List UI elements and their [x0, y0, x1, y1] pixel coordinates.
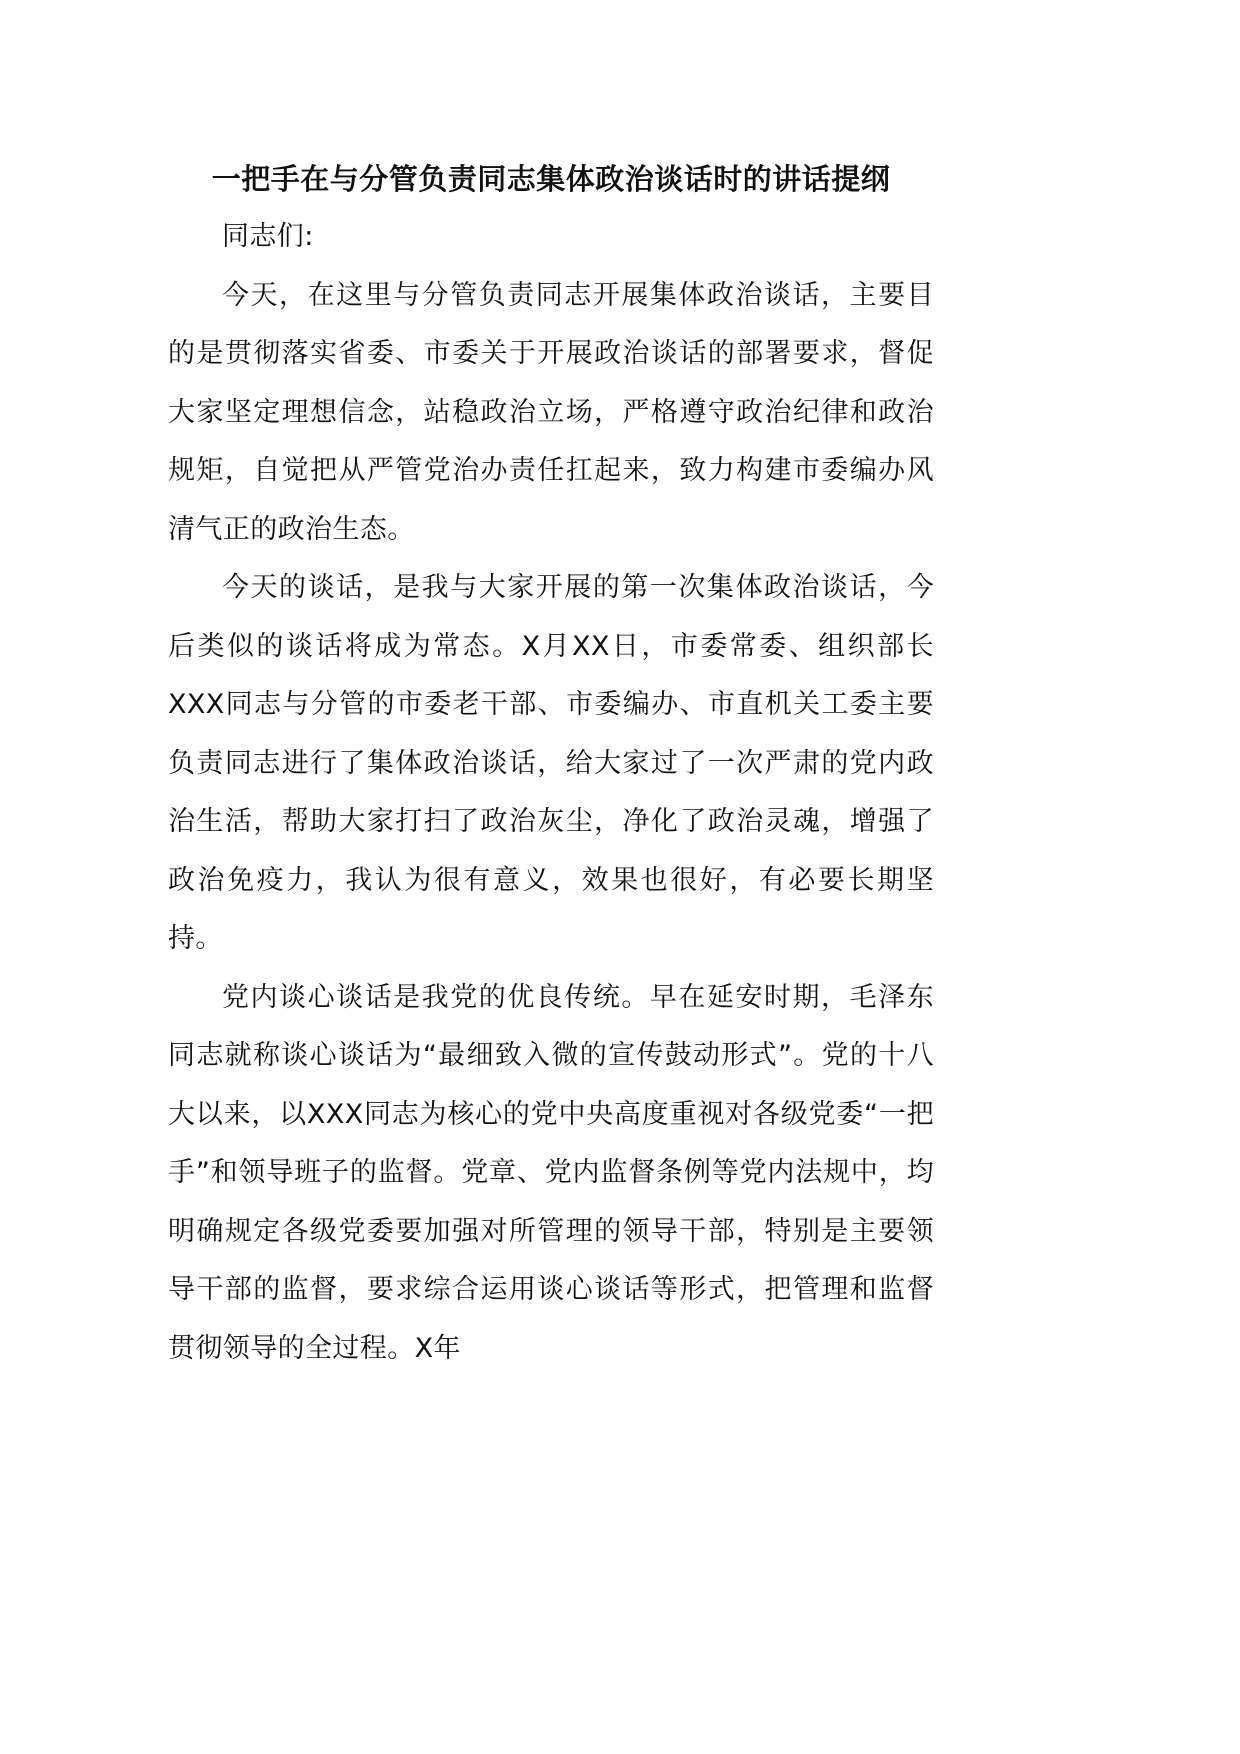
document-body — [168, 150, 934, 1378]
paragraph-3: 党内谈心谈话是我党的优良传统。早在延安时期，毛泽东同志就称谈心谈话为“最细致入微的宣传鼓动形式”。党的十八大以来，以XXX同志为核心的党中央高度重视对各级党委“一把手”和领导班子的监督。党章、党内监督条例等党内法规中，均明确规定各级党委要加强对所管理的领导干部，特别是主要领导干部的监督，要求综合运用谈心谈话等形式，把管理和监督贯彻领导的全过程。X年 — [168, 981, 934, 1364]
document-title: 一把手在与分管负责同志集体政治谈话时的讲话提纲 — [211, 162, 891, 196]
salutation: 同志们: — [222, 221, 314, 252]
paragraph-1: 今天，在这里与分管负责同志开展集体政治谈话，主要目的是贯彻落实省委、市委关于开展政治谈话的部署要求，督促大家坚定理想信念，站稳政治立场，严格遵守政治纪律和政治规矩，自觉把从严管党治办责任扛起来，致力构建市委编办风清气正的政治生态。 — [168, 279, 934, 545]
paragraph-2: 今天的谈话，是我与大家开展的第一次集体政治谈话，今后类似的谈话将成为常态。X月XX日，市委常委、组织部长XXX同志与分管的市委老干部、市委编办、市直机关工委主要负责同志进行了集体政治谈话，给大家过了一次严肃的党内政治生活，帮助大家打扫了政治灰尘，净化了政治灵魂，增强了政治免疫力，我认为很有意义，效果也很好，有必要长期坚持。 — [168, 572, 934, 954]
